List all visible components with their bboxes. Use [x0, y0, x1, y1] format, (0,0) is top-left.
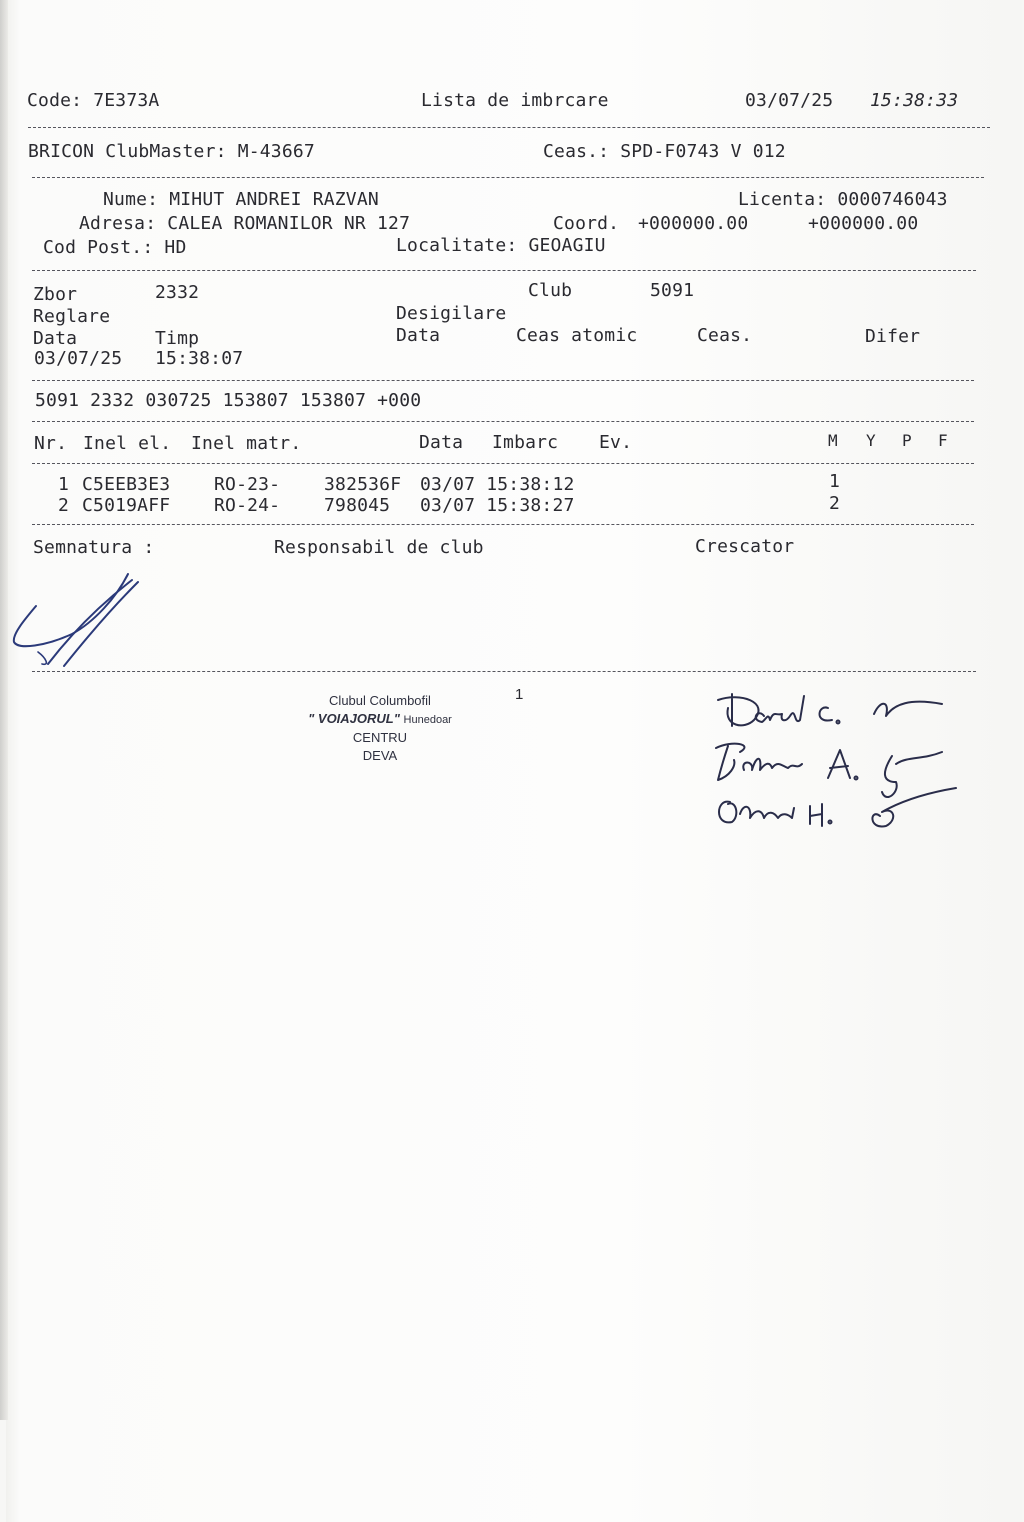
- data-label: Data: [33, 328, 78, 349]
- crescator-label: Crescator: [695, 536, 795, 557]
- header-time: 15:38:33: [870, 90, 959, 111]
- stamp-line1: Clubul Columbofil: [329, 693, 431, 708]
- ceas-atomic-label: Ceas atomic: [516, 325, 638, 346]
- zbor-label: Zbor: [33, 284, 78, 305]
- signature-scribble: [8, 568, 138, 673]
- row-inel-el: C5019AFF: [82, 495, 171, 516]
- club-stamp: [270, 692, 490, 765]
- zbor-value: 2332: [155, 282, 200, 303]
- row-inel-number: 798045: [324, 495, 391, 516]
- separator: [28, 127, 990, 128]
- row-nr: 2: [58, 495, 70, 516]
- header-date: 03/07/25: [745, 90, 834, 111]
- col-inel-el: Inel el.: [83, 433, 172, 454]
- col-data: Data: [419, 432, 464, 453]
- fancier-name: Nume: MIHUT ANDREI RAZVAN: [103, 189, 379, 210]
- col-p: P: [902, 431, 912, 450]
- locality: Localitate: GEOAGIU: [396, 235, 606, 256]
- club-value: 5091: [650, 280, 695, 301]
- handwritten-signatures: [710, 686, 960, 836]
- row-inel-number: 382536F: [324, 474, 402, 495]
- row-m: 1: [829, 471, 841, 492]
- col-inel-matr: Inel matr.: [191, 433, 302, 454]
- paper-edge: [0, 0, 8, 1420]
- row-inel-el: C5EEB3E3: [82, 474, 171, 495]
- stamp-club-name: " VOIAJORUL": [308, 711, 400, 726]
- coord-label: Coord.: [553, 213, 620, 234]
- desigilare-label: Desigilare: [396, 303, 507, 324]
- postal-code: Cod Post.: HD: [43, 237, 187, 258]
- desigilare-data-label: Data: [396, 325, 441, 346]
- col-ev: Ev.: [599, 432, 633, 453]
- difer-label: Difer: [865, 326, 921, 347]
- separator: [32, 671, 976, 672]
- col-nr: Nr.: [34, 433, 68, 454]
- code-label: Code: 7E373A: [27, 90, 160, 111]
- separator: [32, 524, 974, 525]
- ceas-label: Ceas.: [697, 325, 753, 346]
- col-y: Y: [866, 431, 876, 450]
- row-nr: 1: [58, 474, 70, 495]
- separator: [32, 421, 974, 422]
- fancier-address: Adresa: CALEA ROMANILOR NR 127: [79, 213, 411, 234]
- reglare-time: 15:38:07: [155, 348, 244, 369]
- club-label: Club: [528, 280, 573, 301]
- responsabil-label: Responsabil de club: [274, 537, 484, 558]
- col-f: F: [938, 431, 948, 450]
- separator: [32, 463, 974, 464]
- reglare-date: 03/07/25: [34, 348, 123, 369]
- stamp-city: Hunedoar: [403, 714, 452, 726]
- row-inel-prefix: RO-24-: [214, 495, 281, 516]
- col-imbarc: Imbarc: [492, 432, 559, 453]
- stamp-line4: DEVA: [362, 748, 398, 763]
- separator: [32, 177, 984, 178]
- stamp-line2: [270, 710, 490, 729]
- document-title: Lista de imbrcare: [421, 90, 609, 111]
- separator: [32, 380, 974, 381]
- clubmaster-id: BRICON ClubMaster: M-43667: [28, 141, 315, 162]
- coord-x: +000000.00: [638, 213, 749, 234]
- col-m: M: [828, 431, 838, 450]
- coord-y: +000000.00: [808, 213, 919, 234]
- clock-id: Ceas.: SPD-F0743 V 012: [543, 141, 786, 162]
- row-datetime: 03/07 15:38:12: [420, 474, 575, 495]
- stamp-line3: CENTRU: [352, 730, 408, 745]
- license-number: Licenta: 0000746043: [738, 189, 948, 210]
- code-line: 5091 2332 030725 153807 153807 +000: [35, 390, 422, 411]
- semnatura-label: Semnatura :: [33, 537, 155, 558]
- timp-label: Timp: [155, 328, 200, 349]
- separator: [32, 270, 976, 271]
- row-m: 2: [829, 493, 841, 514]
- reglare-label: Reglare: [33, 306, 111, 327]
- row-datetime: 03/07 15:38:27: [420, 495, 575, 516]
- page-number: 1: [515, 686, 524, 703]
- row-inel-prefix: RO-23-: [214, 474, 281, 495]
